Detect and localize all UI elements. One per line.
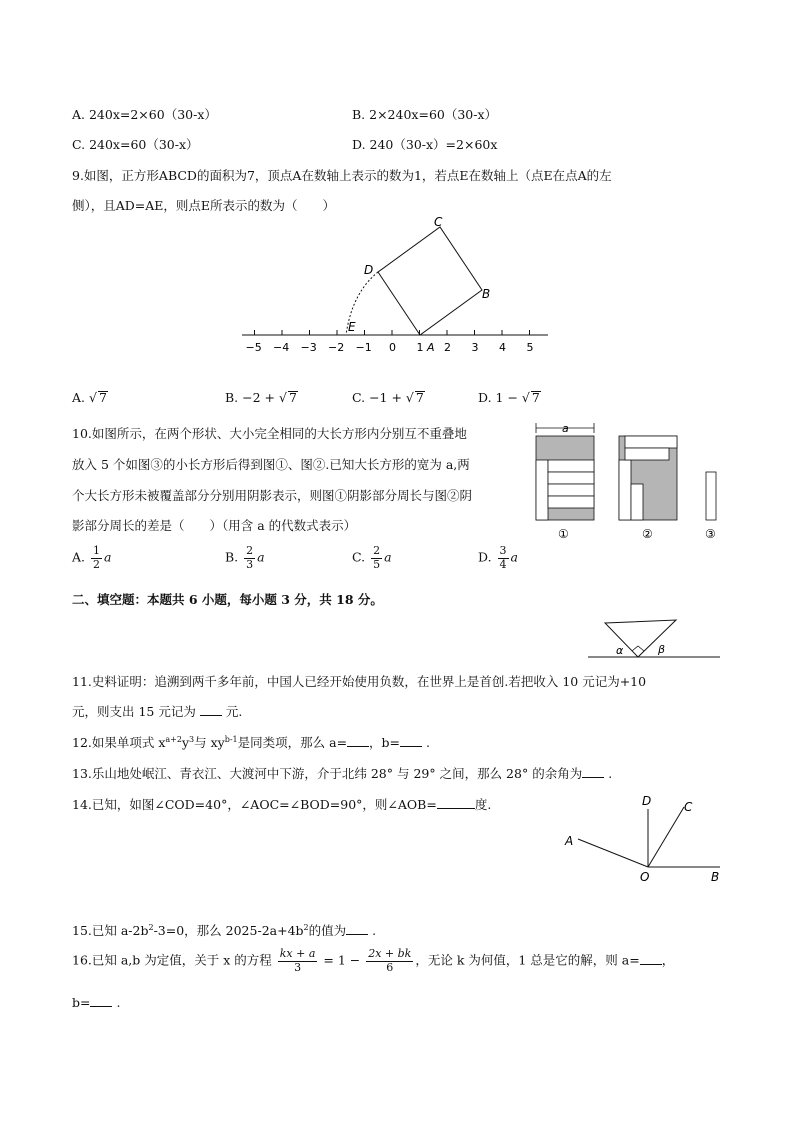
q8-option-b: B. 2×240x=60（30-x） xyxy=(352,107,498,122)
tick-label: −4 xyxy=(273,341,290,354)
q13-line: 13.乐山地处岷江、青衣江、大渡河中下游，介于北纬 28° 与 29° 之间，那么 28° 的余角为 . xyxy=(72,766,613,781)
q10-rectangles-figure xyxy=(530,420,730,545)
tick-label: 5 xyxy=(526,341,534,354)
q16-line2: b= . xyxy=(72,995,121,1010)
point-label-a: A xyxy=(427,341,435,354)
tick-label: −1 xyxy=(355,341,372,354)
q10-stem-line4: 影部分周长的差是（ ）（用含 a 的代数式表示） xyxy=(72,518,357,533)
q10-option-a: A. $\frac{1}{2}$ a xyxy=(72,544,112,571)
q8-option-a: A. 240x=2×60（30-x） xyxy=(72,107,217,122)
q14-angle-figure xyxy=(560,793,730,888)
tick-label: −2 xyxy=(328,341,345,354)
q9-number-line-figure xyxy=(236,215,556,363)
point-label-c: C xyxy=(434,215,443,229)
q11-answer-blank[interactable] xyxy=(200,703,222,716)
tick-label: 2 xyxy=(444,341,451,354)
q8-option-c: C. 240x=60（30-x） xyxy=(72,137,199,152)
q15-answer-blank[interactable] xyxy=(346,922,368,935)
tick-label: −5 xyxy=(245,341,262,354)
q12-b-blank[interactable] xyxy=(400,734,422,747)
q9-stem-line1: 9.如图，正方形ABCD的面积为7，顶点A在数轴上表示的数为1，若点E在数轴上（点E在点A的左 xyxy=(72,168,612,183)
triangle-ruler-figure xyxy=(588,616,722,662)
q10-stem-line1: 10.如图所示，在两个形状、大小完全相同的大长方形内分别互不重叠地 xyxy=(72,426,467,441)
vertex-label-o: O xyxy=(640,870,650,884)
tick-label: 1 xyxy=(416,341,424,354)
section-heading: 二、填空题：本题共 6 小题，每小题 3 分，共 18 分。 xyxy=(72,592,383,607)
q11-line2: 元，则支出 15 元记为 元. xyxy=(72,704,243,719)
q10-option-c: C. $\frac{2}{5}$ a xyxy=(352,544,392,571)
q9-option-d: D. 1 − √ 7 xyxy=(478,390,540,405)
q10-stem-line3: 个大长方形未被覆盖部分分别用阴影表示，则图①阴影部分周长与图②阴 xyxy=(72,488,473,503)
q12-a-blank[interactable] xyxy=(347,734,369,747)
ray-label-d: D xyxy=(642,794,652,808)
ray-label-b: B xyxy=(711,870,720,884)
ray-label-c: C xyxy=(684,800,693,814)
q10-option-d: D. $\frac{3}{4}$ a xyxy=(478,544,518,571)
q15-line: 15.已知 $a-2b^2-3=0$，那么 $2025-2a+4b^2$的值为 . xyxy=(72,922,377,938)
square-abcd xyxy=(378,227,482,335)
q8-option-d: D. 240（30-x）=2×60x xyxy=(352,137,498,152)
q14-line: 14.已知，如图∠COD=40°，∠AOC=∠BOD=90°，则∠AOB= 度. xyxy=(72,797,492,812)
tick-label: −3 xyxy=(300,341,317,354)
q16-line1: 16.已知 a,b 为定值，关于 x 的方程 $\frac{kx + a}{3}$ = 1 − $\frac{2x + bk}{6}$ ，无论 k 为何值，1 总是它的解，则 a= ， xyxy=(72,947,675,974)
width-label-a: a xyxy=(562,422,569,435)
figure-1 xyxy=(536,436,594,520)
q13-answer-blank[interactable] xyxy=(582,765,604,778)
q9-option-c: C. −1 + √ 7 xyxy=(352,390,424,405)
q9-option-a: A. √ 7 xyxy=(72,390,107,405)
q12-line: 12.如果单项式 $x^{a+2}y^3$与 $xy^{b-1}$是同类项，那么 a= ，b= . xyxy=(72,734,430,750)
label-2: ② xyxy=(642,527,653,541)
q9-option-b: B. −2 + √ 7 xyxy=(225,390,297,405)
point-label-d: D xyxy=(364,263,374,277)
q11-line1: 11.史料证明：追溯到两千多年前，中国人已经开始使用负数，在世界上是首创.若把收入 10 元记为+10 xyxy=(72,674,647,689)
ray-label-a: A xyxy=(565,834,574,848)
angle-alpha: α xyxy=(616,644,624,657)
figure-2 xyxy=(619,436,677,520)
label-3: ③ xyxy=(705,527,716,541)
tick-label: 4 xyxy=(499,341,506,354)
label-1: ① xyxy=(558,527,569,541)
q16-a-blank[interactable] xyxy=(640,952,662,965)
q16-b-blank[interactable] xyxy=(90,994,112,1007)
q9-stem-line2: 侧），且AD=AE，则点E所表示的数为（ ） xyxy=(72,198,336,213)
q10-option-b: B. $\frac{2}{3}$ a xyxy=(225,544,265,571)
point-label-e: E xyxy=(348,320,356,334)
q14-answer-blank[interactable] xyxy=(437,796,475,809)
q10-stem-line2: 放入 5 个如图③的小长方形后得到图①、图②.已知大长方形的宽为 a,两 xyxy=(72,457,470,472)
tick-label: 3 xyxy=(471,341,479,354)
angle-beta: β xyxy=(658,643,666,656)
figure-3-small-rect xyxy=(706,472,716,520)
tick-label: 0 xyxy=(389,341,396,354)
point-label-b: B xyxy=(482,287,491,301)
